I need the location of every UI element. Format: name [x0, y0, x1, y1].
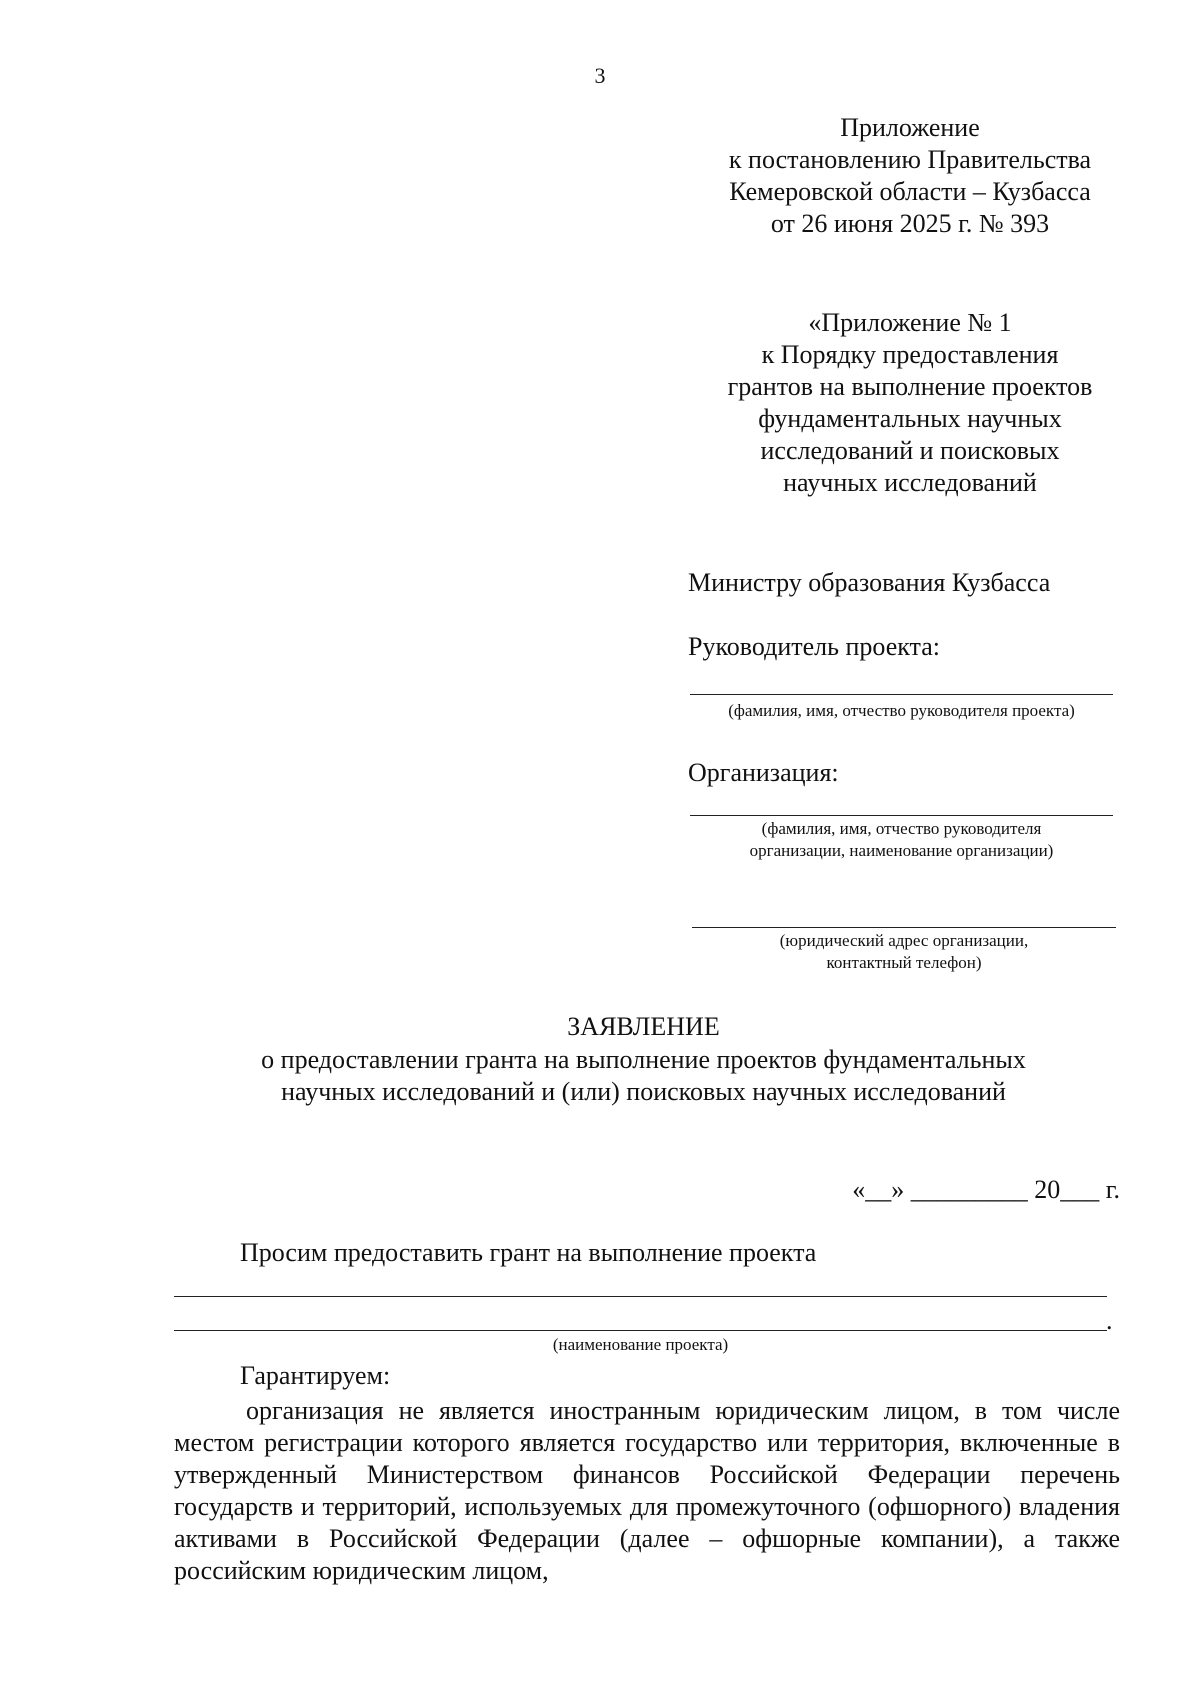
- appendix-line: к постановлению Правительства: [728, 145, 1092, 174]
- statement-subtitle: [0, 1044, 1200, 1108]
- appendix-header: [690, 112, 1130, 240]
- project-name-fill-line[interactable]: [174, 1330, 1107, 1331]
- leader-label: Руководитель проекта:: [688, 632, 941, 661]
- appendix-line: Приложение: [840, 113, 980, 142]
- organization-caption: [690, 818, 1113, 862]
- appendix1-header: [690, 307, 1130, 499]
- page-number: 3: [594, 63, 606, 88]
- address-fill-line[interactable]: [692, 927, 1116, 928]
- appendix-line: Кемеровской области – Кузбасса: [729, 177, 1091, 206]
- project-line-dot: .: [1106, 1306, 1113, 1335]
- statement-subtitle-line: о предоставлении гранта на выполнение проектов фундаментальных: [261, 1045, 1026, 1074]
- organization-label: Организация:: [688, 758, 839, 787]
- appendix1-line: к Порядку предоставления: [761, 340, 1059, 369]
- project-name-fill-line[interactable]: [174, 1296, 1107, 1297]
- organization-caption-line: организации, наименование организации): [749, 841, 1054, 860]
- request-text: Просим предоставить грант на выполнение проекта: [240, 1238, 817, 1267]
- statement-subtitle-line: научных исследований и (или) поисковых научных исследований: [281, 1077, 1006, 1106]
- guarantee-label: Гарантируем:: [240, 1361, 391, 1390]
- address-caption-line: (юридический адрес организации,: [779, 931, 1029, 950]
- appendix1-line: «Приложение № 1: [808, 308, 1012, 337]
- address-caption: [692, 930, 1116, 974]
- appendix1-line: научных исследований: [783, 468, 1037, 497]
- address-caption-line: контактный телефон): [826, 953, 982, 972]
- project-caption: (наименование проекта): [552, 1335, 729, 1354]
- date-field[interactable]: «__» _________ 20___ г.: [852, 1175, 1120, 1204]
- guarantee-paragraph: организация не является иностранным юридическим лицом, в том числе местом регистрации которого является государство или территория, включенные в утвержденный Министерством финансов Российской Федерации перечень государств и территорий, используемых для промежуточного (офшорного) владения активами в Российской Федерации (далее – офшорные компании), а также российским юридическим лицом,: [174, 1396, 1120, 1585]
- appendix1-line: грантов на выполнение проектов: [727, 372, 1093, 401]
- organization-caption-line: (фамилия, имя, отчество руководителя: [761, 819, 1042, 838]
- appendix1-line: фундаментальных научных: [758, 404, 1062, 433]
- leader-fill-line[interactable]: [690, 694, 1113, 695]
- appendix1-line: исследований и поисковых: [760, 436, 1060, 465]
- statement-title: ЗАЯВЛЕНИЕ: [567, 1012, 720, 1041]
- organization-fill-line[interactable]: [690, 815, 1113, 816]
- addressee-minister: Министру образования Кузбасса: [688, 568, 1051, 597]
- leader-caption: (фамилия, имя, отчество руководителя проекта): [728, 701, 1075, 720]
- appendix-line: от 26 июня 2025 г. № 393: [770, 209, 1050, 238]
